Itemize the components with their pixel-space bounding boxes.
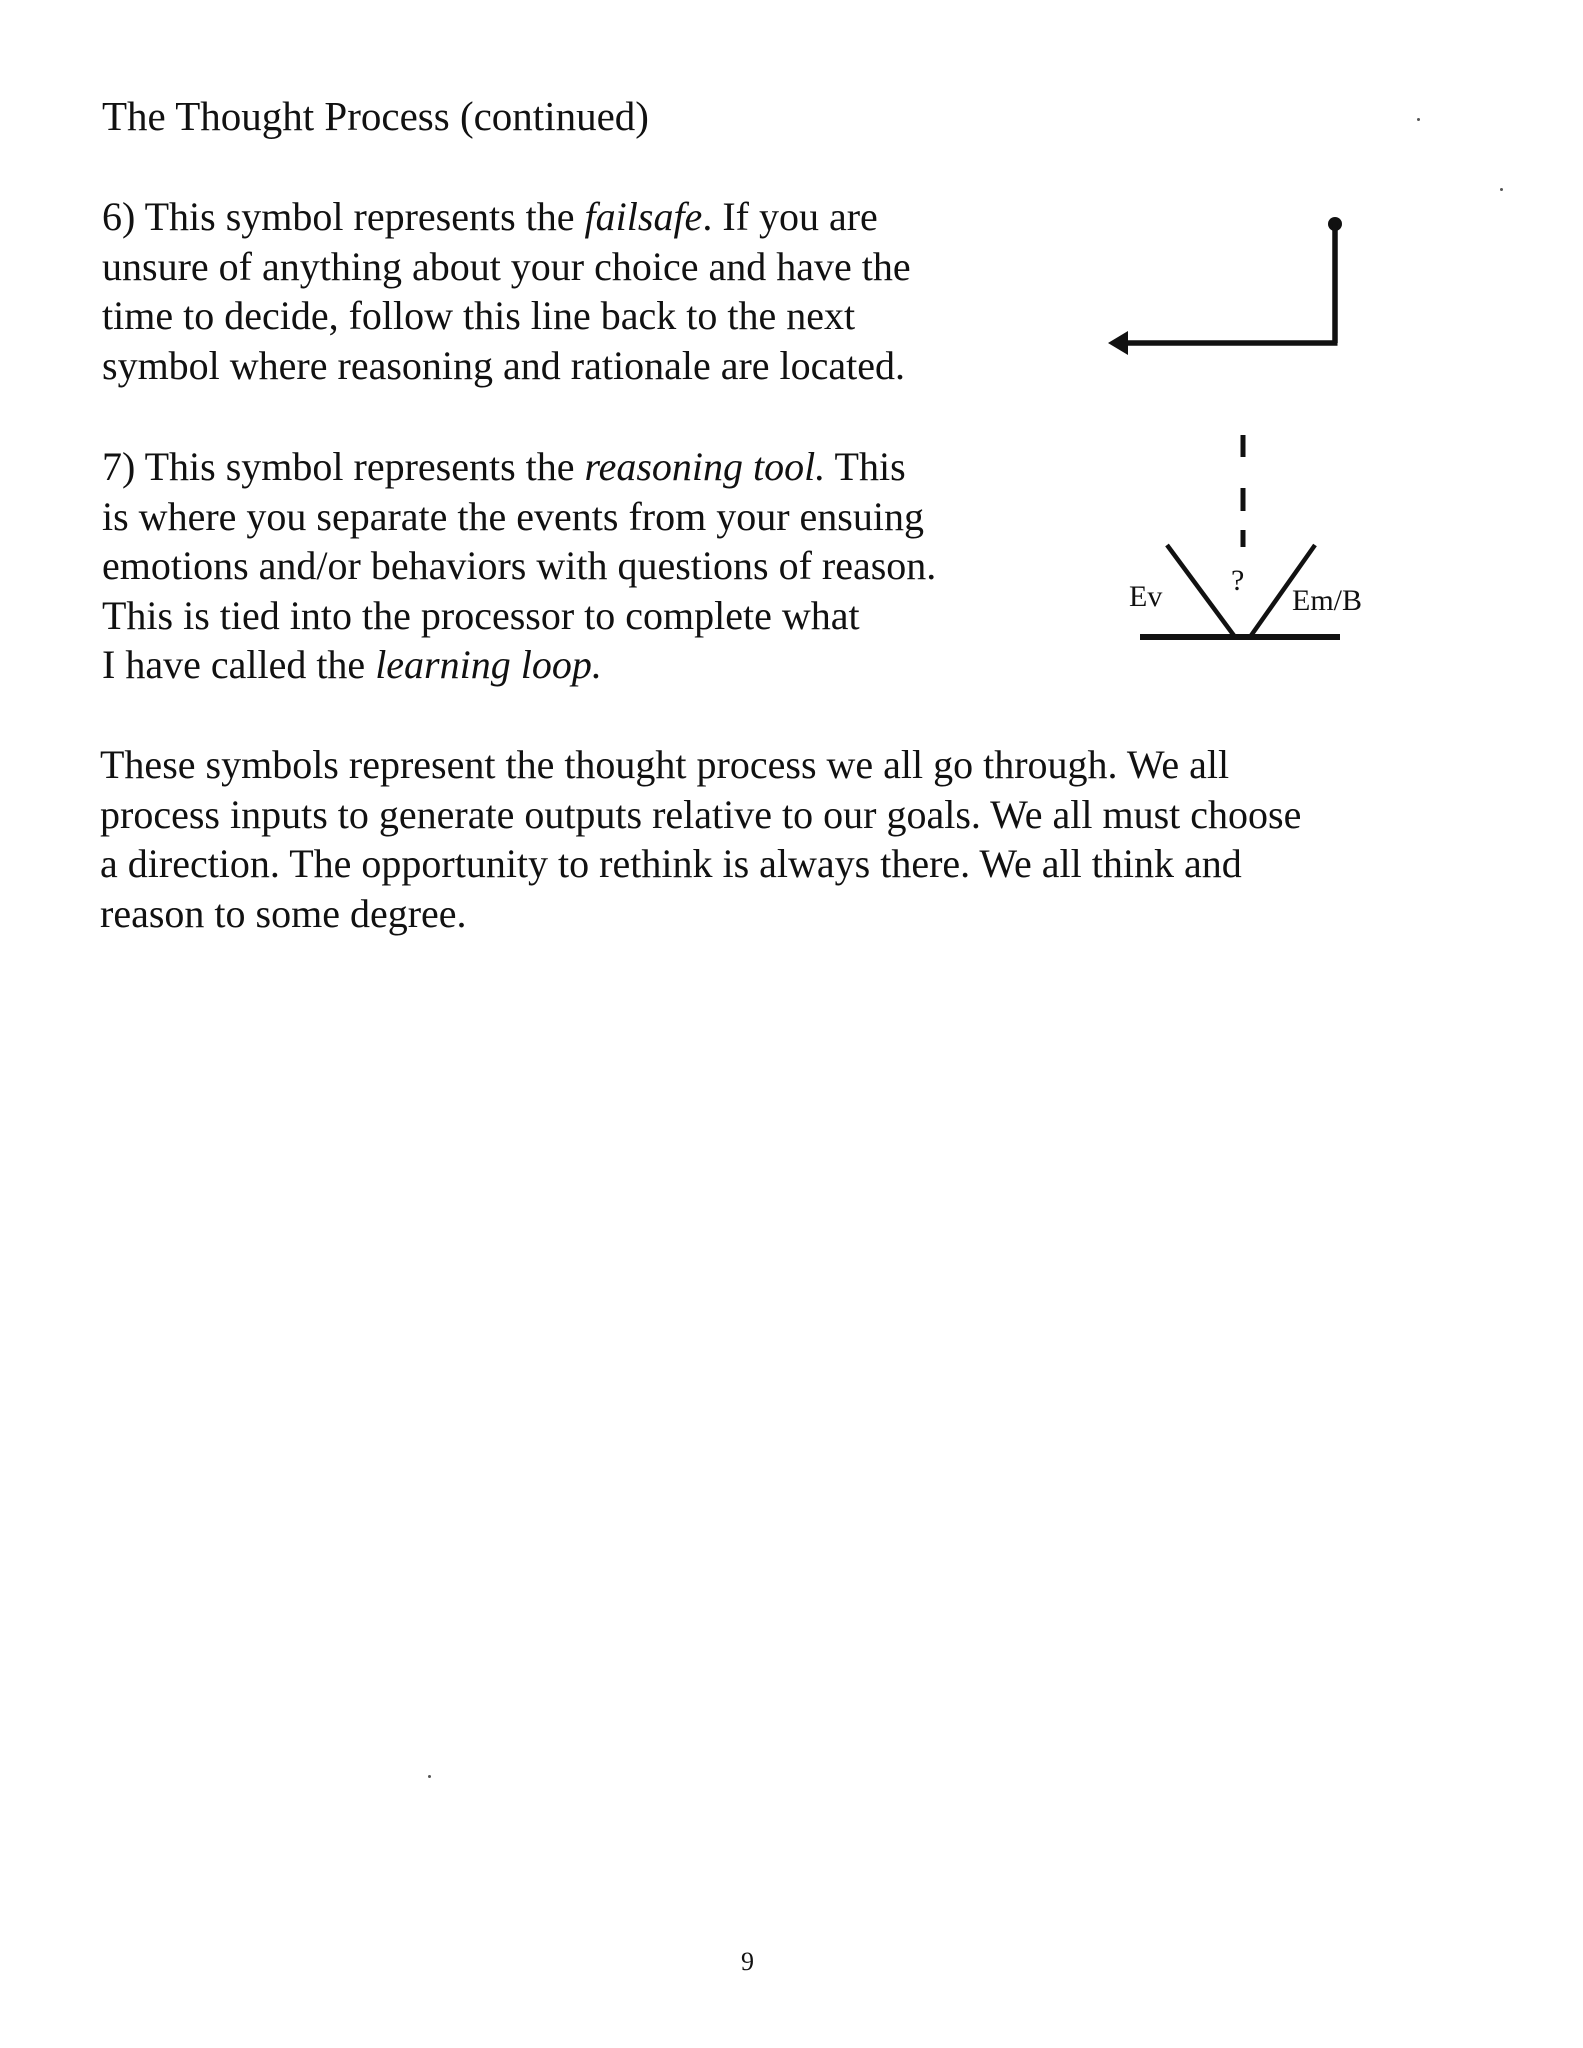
item-6-line: 6) This symbol represents the failsafe. If you are	[102, 194, 878, 239]
scan-speck	[1417, 118, 1420, 121]
item-6-line: time to decide, follow this line back to the next	[102, 293, 856, 338]
failsafe-arrow-icon	[1100, 205, 1350, 365]
item-6-line: unsure of anything about your choice and have the	[102, 243, 911, 289]
summary-line: These symbols represent the thought process we all go through. We all	[100, 742, 1230, 787]
item-6-line: symbol where reasoning and rationale are located.	[102, 342, 906, 388]
summary-line: process inputs to generate outputs relative to our goals. We all must choose	[100, 791, 1302, 837]
question-label: ?	[1231, 564, 1245, 597]
item-7-line: 7) This symbol represents the reasoning tool. This	[102, 444, 906, 489]
page-title: The Thought Process (continued)	[102, 93, 649, 139]
item-7-line: is where you separate the events from your ensuing	[102, 493, 924, 539]
events-label: Ev	[1129, 580, 1163, 613]
emotions-behaviors-label: Em/B	[1292, 584, 1363, 617]
item-7-line: I have called the learning loop.	[102, 642, 602, 687]
failsafe-term: failsafe	[584, 194, 703, 239]
summary-line: a direction. The opportunity to rethink is always there. We all think and	[100, 841, 1242, 886]
failsafe-arrowhead	[1108, 331, 1128, 355]
reasoning-tool-icon	[1125, 425, 1395, 650]
item-7-paragraph	[102, 442, 936, 690]
summary-line: reason to some degree.	[100, 890, 467, 936]
item-7-line: emotions and/or behaviors with questions of reason.	[102, 543, 937, 588]
scan-speck	[1500, 188, 1503, 191]
summary-paragraph	[100, 740, 1301, 938]
scan-speck	[428, 1775, 431, 1778]
v-left-arm	[1167, 545, 1235, 637]
item-6-paragraph	[102, 192, 911, 390]
page-number: 9	[741, 1947, 754, 1976]
learning-loop-term: learning loop.	[375, 642, 602, 687]
reasoning-tool-term: reasoning tool.	[584, 444, 826, 489]
item-7-line: This is tied into the processor to complete what	[102, 592, 860, 638]
